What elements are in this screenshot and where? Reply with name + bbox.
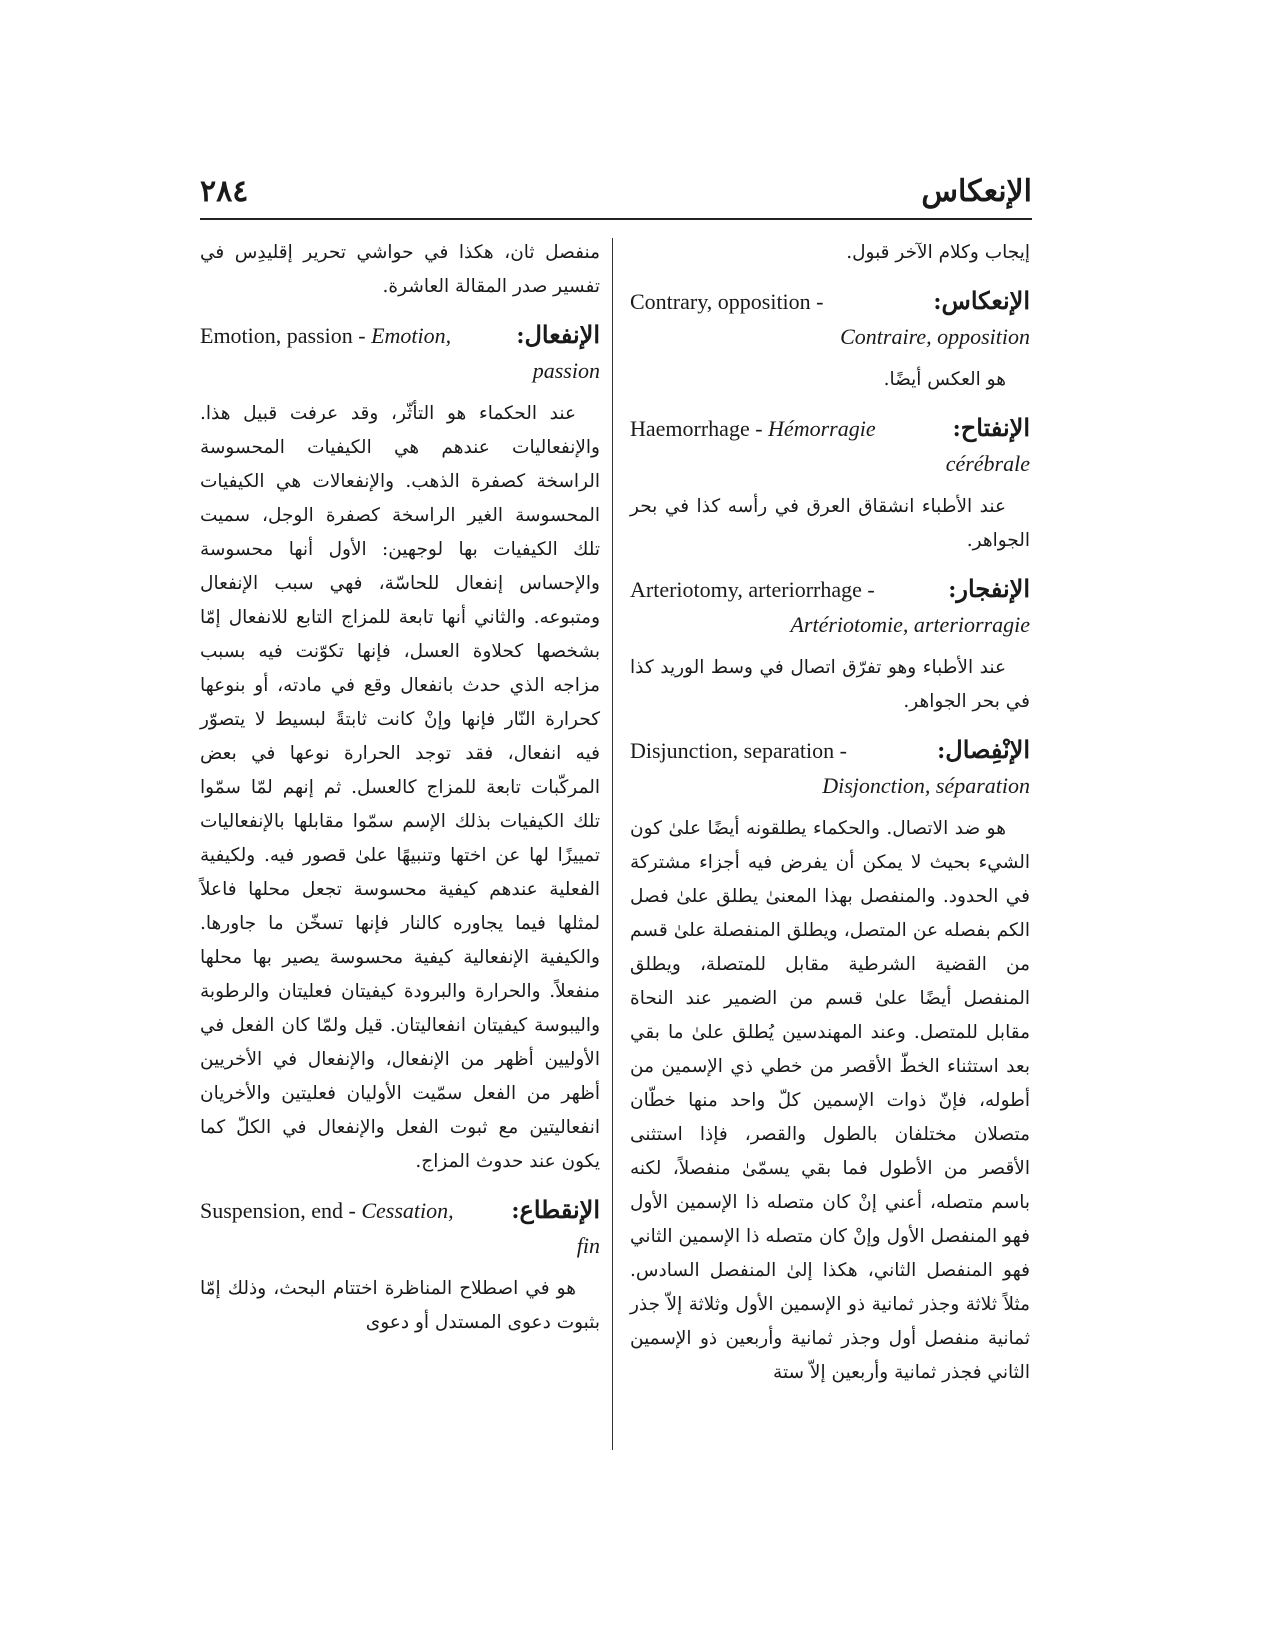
dictionary-entry: الإنفتاح: Haemorrhage - Hémorragie cérébrale bbox=[630, 411, 1030, 480]
entry-term: الإنفتاح bbox=[960, 413, 1030, 442]
dictionary-entry: الإنفعال: Emotion, passion - Emotion, passion bbox=[200, 318, 600, 387]
entry-term: الإنفجار bbox=[956, 574, 1030, 603]
entry-french-continued: cérébrale bbox=[945, 451, 1030, 476]
entry-definition: عند الحكماء هو التأثّر، وقد عرفت قبيل هذا. والإنفعاليات عندهم هي الكيفيات المحسوسة الراسخة كصفرة الذهب. والإنفعالات هي الكيفيات المحسوسة الغير الراسخة كصفرة الوجل، سميت تلك الكيفيات بها لوجهين: الأول أنها محسوسة والإحساس إنفعال للحاسّة، فهي سبب الإنفعال ومتبوعه. والثاني أنها تابعة للمزاج التابع للانفعال إمّا بشخصها كحلاوة العسل، فإنها تكوّنت فيه بسبب مزاجه الذي حدث بانفعال وقع في مادته، أو بنوعها كحرارة النّار فإنها وإنْ كانت ثابتةً لبسيط لا يتصوّر فيه انفعال، فقد توجد الحرارة نوعها في بعض المركّبات تابعة للمزاج كالعسل. ثم إنهم لمّا سمّوا تلك الكيفيات بذلك الإسم سمّوا مقابلها بالإنفعاليات تمييزًا لها عن اختها وتنبيهًا علىٰ قصور فيه. ولكيفية الفعلية عندهم كيفية محسوسة تجعل محلها فاعلاً لمثلها فيما يجاوره كالنار فإنها تسخّن ما جاورها. والكيفية الإنفعالية كيفية محسوسة يصير بها محلها منفعلاً. والحرارة والبرودة كيفيتان فعليتان والرطوبة واليبوسة كيفيتان انفعاليتان. قيل ولمّا كان الفعل في الأوليين أظهر من الإنفعال، والإنفعال في الأخريين أظهر من الفعل سمّيت الأوليان فعليتين والأخريان انفعاليتين مع ثبوت الفعل والإنفعال في الكلّ كما يكون عند حدوث المزاج. bbox=[200, 403, 600, 1172]
entry-english: Contrary, opposition - bbox=[630, 289, 824, 314]
page-header bbox=[200, 172, 1032, 220]
entry-term: الإنْفِصال bbox=[945, 735, 1030, 764]
entry-french-continued: passion bbox=[532, 358, 600, 383]
entry-definition: هو ضد الاتصال. والحكماء يطلقونه أيضًا علىٰ كون الشيء بحيث لا يمكن أن يفرض فيه أجزاء مشتركة في الحدود. والمنفصل بهذا المعنىٰ يطلق علىٰ فصل الكم بفصله عن المتصل، ويطلق المنفصلة علىٰ قسم من القضية الشرطية مقابل للمتصلة، ويطلق المنفصل أيضًا علىٰ قسم من الضمير عند النحاة مقابل للمتصل. وعند المهندسين يُطلق علىٰ ما بقي بعد استثناء الخطّ الأقصر من خطي ذي الإسمين من أطوله، فإنّ ذوات الإسمين كلّ واحد منها خطّان متصلان مختلفان بالطول والقصر، فإذا استثنى الأقصر من الأطول فما بقي يسمّىٰ منفصلاً، لكنه باسم متصله، أعني إنْ كان متصله ذا الإسمين الأول فهو المنفصل الأول وإنْ كان متصله ذا الإسمين الثاني فهو المنفصل الثاني، هكذا إلىٰ المنفصل السادس. مثلاً ثلاثة وجذر ثمانية ذو الإسمين الأول وثلاثة إلاّ جذر ثمانية منفصل أول وجذر ثمانية وأربعين ذو الإسمين الثاني فجذر ثمانية وأربعين إلاّ ستة bbox=[630, 818, 1030, 1383]
entry-definition: هو العكس أيضًا. bbox=[883, 369, 1006, 390]
dictionary-entry: الإنعكاس: Contrary, opposition - Contraire, opposition bbox=[630, 284, 1030, 353]
entry-english: Haemorrhage - bbox=[630, 416, 769, 441]
running-head: الإنعكاس bbox=[921, 174, 1032, 209]
column-divider bbox=[612, 238, 613, 1450]
continuation-text: إيجاب وكلام الآخر قبول. bbox=[846, 242, 1030, 263]
dictionary-entry: الإنْفِصال: Disjunction, separation - Disjonction, séparation bbox=[630, 733, 1030, 802]
entry-definition: هو في اصطلاح المناظرة اختتام البحث، وذلك إمّا بثبوت دعوى المستدل أو دعوى bbox=[200, 1278, 600, 1333]
entry-french-continued: Contraire, opposition bbox=[840, 324, 1030, 349]
right-column bbox=[630, 236, 1030, 1390]
header-rule bbox=[200, 218, 1032, 220]
entry-definition: عند الأطباء انشقاق العرق في رأسه كذا في بحر الجواهر. bbox=[630, 496, 1030, 551]
entry-term: الإنعكاس bbox=[941, 286, 1030, 315]
entry-definition: عند الأطباء وهو تفرّق اتصال في وسط الوريد كذا في بحر الجواهر. bbox=[630, 657, 1030, 712]
entry-french: Cessation, bbox=[361, 1198, 454, 1223]
entry-english: Suspension, end - bbox=[200, 1198, 362, 1223]
page-number: ٢٨٤ bbox=[200, 174, 249, 209]
entry-english: Emotion, passion - bbox=[200, 323, 372, 348]
entry-term: الإنفعال bbox=[524, 320, 600, 349]
dictionary-entry: الإنقطاع: Suspension, end - Cessation, fin bbox=[200, 1193, 600, 1262]
entry-french-continued: fin bbox=[576, 1233, 600, 1258]
entry-french-continued: Artériotomie, arteriorragie bbox=[790, 612, 1030, 637]
dictionary-entry: الإنفجار: Arteriotomy, arteriorrhage - Artériotomie, arteriorragie bbox=[630, 572, 1030, 641]
entry-term: الإنقطاع bbox=[519, 1195, 600, 1224]
entry-english: Disjunction, separation - bbox=[630, 738, 847, 763]
entry-english: Arteriotomy, arteriorrhage - bbox=[630, 577, 875, 602]
entry-french-continued: Disjonction, séparation bbox=[822, 773, 1030, 798]
continuation-text: منفصل ثان، هكذا في حواشي تحرير إقليدِس في تفسير صدر المقالة العاشرة. bbox=[200, 242, 600, 297]
entry-french: Emotion, bbox=[371, 323, 452, 348]
entry-french: Hémorragie bbox=[768, 416, 876, 441]
left-column bbox=[200, 236, 600, 1340]
